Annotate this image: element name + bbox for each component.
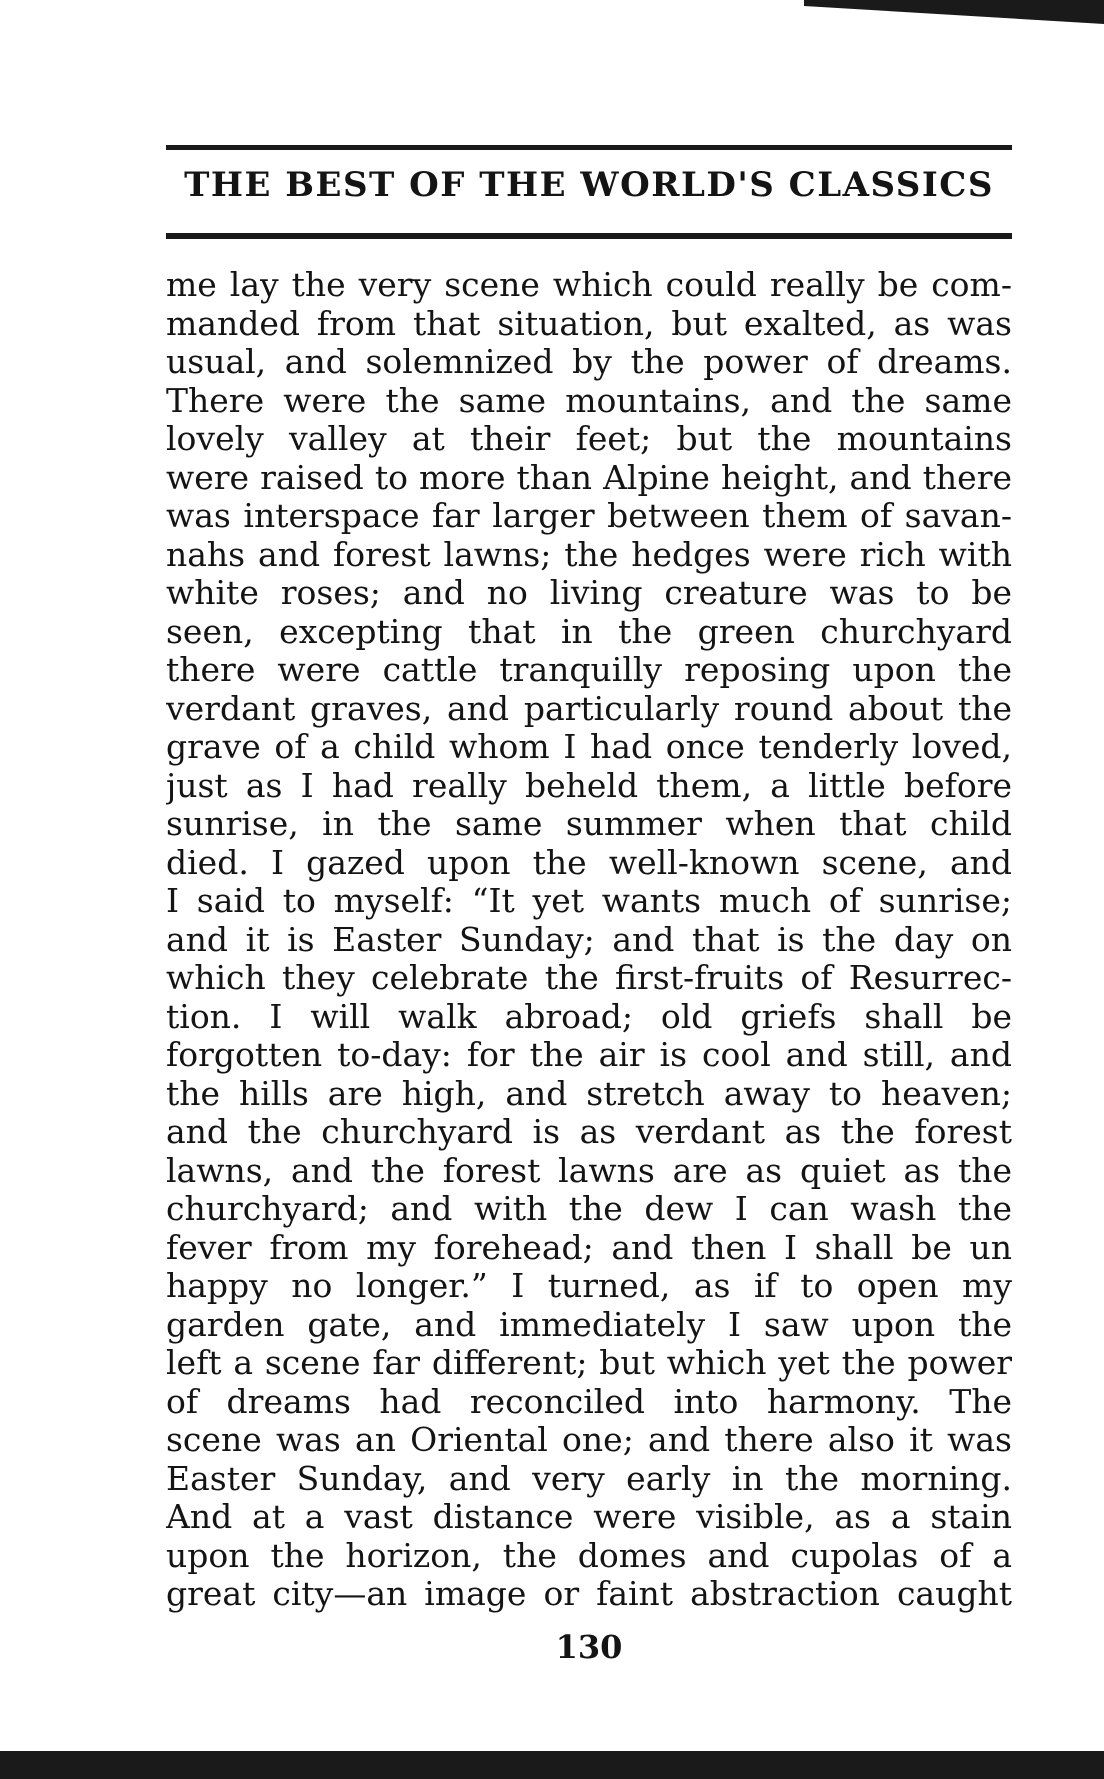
header-rule-bottom [166, 233, 1012, 239]
text-line: scene was an Oriental one; and there also it was [166, 1421, 1012, 1459]
text-line: left a scene far different; but which yet the power [166, 1344, 1012, 1382]
text-line: churchyard; and with the dew I can wash the [166, 1190, 1012, 1228]
scan-bottom-band [0, 1751, 1104, 1779]
text-line: great city—an image or faint abstraction caught [166, 1575, 1012, 1613]
text-line: upon the horizon, the domes and cupolas of a [166, 1536, 1012, 1575]
text-line: happy no longer.” I turned, as if to open my [166, 1267, 1012, 1305]
text-line: forgotten to-day: for the air is cool and still, and [166, 1036, 1012, 1074]
text-line: garden gate, and immediately I saw upon the [166, 1305, 1012, 1344]
running-head: THE BEST OF THE WORLD'S CLASSICS [184, 165, 994, 205]
text-line: which they celebrate the first-fruits of Resurrec- [166, 959, 1012, 997]
text-line: was interspace far larger between them of savan- [166, 497, 1012, 535]
text-line: lovely valley at their feet; but the mountains [166, 420, 1012, 458]
text-line: And at a vast distance were visible, as a stain [166, 1498, 1012, 1536]
text-line: manded from that situation, but exalted, as was [166, 304, 1012, 343]
text-line: and it is Easter Sunday; and that is the day on [166, 920, 1012, 959]
text-line: usual, and solemnized by the power of dreams. [166, 343, 1012, 381]
scan-corner-mark [804, 0, 1104, 24]
body-text [166, 266, 1012, 1614]
text-line: nahs and forest lawns; the hedges were rich with [166, 535, 1012, 574]
text-line: there were cattle tranquilly reposing upon the [166, 651, 1012, 689]
text-line: and the churchyard is as verdant as the forest [166, 1113, 1012, 1151]
text-line: the hills are high, and stretch away to heaven; [166, 1074, 1012, 1113]
header-rule-top [166, 145, 1012, 150]
text-line: just as I had really beheld them, a little before [166, 766, 1012, 805]
text-line: grave of a child whom I had once tenderly loved, [166, 728, 1012, 766]
text-line: were raised to more than Alpine height, and there [166, 458, 1012, 497]
text-line: I said to myself: “It yet wants much of sunrise; [166, 882, 1012, 920]
text-line: lawns, and the forest lawns are as quiet as the [166, 1151, 1012, 1190]
text-line: of dreams had reconciled into harmony. The [166, 1382, 1012, 1421]
text-line: tion. I will walk abroad; old griefs shall be [166, 997, 1012, 1036]
text-line: white roses; and no living creature was to be [166, 574, 1012, 612]
text-line: fever from my forehead; and then I shall be un [166, 1228, 1012, 1267]
page-number: 130 [555, 1628, 623, 1666]
text-line: died. I gazed upon the well-known scene, and [166, 843, 1012, 882]
text-line: verdant graves, and particularly round about the [166, 689, 1012, 728]
text-line: There were the same mountains, and the same [166, 381, 1012, 420]
text-line: sunrise, in the same summer when that child [166, 805, 1012, 843]
text-line: seen, excepting that in the green churchyard [166, 612, 1012, 651]
text-line: Easter Sunday, and very early in the morning. [166, 1459, 1012, 1498]
text-line: me lay the very scene which could really be com- [166, 266, 1012, 304]
